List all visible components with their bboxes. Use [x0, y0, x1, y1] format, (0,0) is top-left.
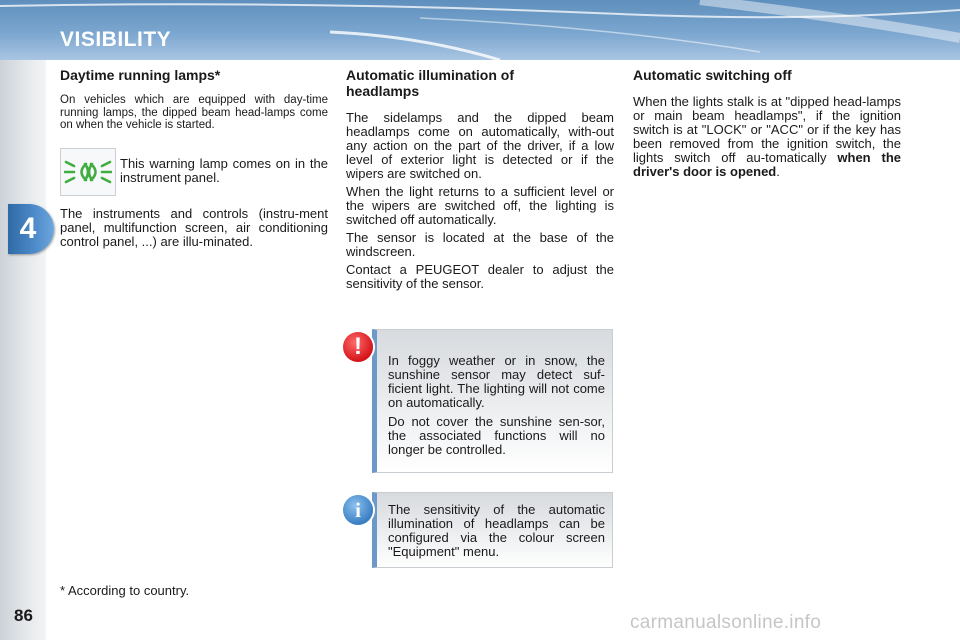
- page-number: 86: [14, 606, 33, 625]
- page-header: [0, 0, 960, 60]
- daytime-lamps-section: [60, 67, 328, 132]
- auto-illum-paragraph: When the light returns to a sufficient level or the wipers are switched off, the lighting is switched off automatically.: [346, 184, 614, 227]
- info-paragraph: The sensitivity of the automatic illumination of headlamps can be configured via the colour screen "Equipment" menu.: [388, 502, 605, 559]
- switching-off-end: .: [776, 164, 780, 179]
- switching-off-bold-text: when the driver's door is opened: [633, 150, 901, 179]
- automatic-illumination-section: [346, 67, 614, 291]
- warning-lamp-box: [60, 148, 116, 196]
- switching-off-text: When the lights stalk is at "dipped head-lamps or main beam headlamps", if the ignition switch is at "LOCK" or "ACC" or if the key has been removed from the ignition switch, the lights switch off au-tomatically: [633, 94, 901, 165]
- automatic-switching-off-heading: Automatic switching off: [633, 67, 792, 83]
- warning-paragraph: Do not cover the sunshine sen-sor, the associated functions will no longer be controlled.: [388, 414, 605, 457]
- automatic-illumination-heading: Automatic illumination of headlamps: [346, 67, 514, 99]
- page-title: VISIBILITY: [60, 28, 172, 51]
- left-margin-bar: [0, 60, 46, 640]
- auto-illum-paragraph: Contact a PEUGEOT dealer to adjust the sensitivity of the sensor.: [346, 262, 614, 291]
- info-icon: [343, 495, 373, 525]
- daytime-lamps-heading: Daytime running lamps*: [60, 67, 221, 83]
- warning-paragraph: In foggy weather or in snow, the sunshine sensor may detect suf-ficient light. The lighting will not come on automatically.: [388, 353, 605, 410]
- info-symbol: i: [355, 497, 361, 522]
- switching-off-paragraph: [633, 95, 901, 179]
- watermark-text: carmanualsonline.info: [630, 612, 822, 633]
- footnote: * According to country.: [60, 583, 190, 598]
- chapter-number: 4: [19, 212, 37, 245]
- auto-illum-paragraph: The sidelamps and the dipped beam headlamps come on automatically, with-out any action on the part of the driver, if a low level of exterior light is detected or if the wipers are switched on.: [346, 110, 614, 181]
- warning-lamp-description: This warning lamp comes on in the instrument panel.: [120, 156, 328, 185]
- instruments-illumination: [60, 207, 328, 249]
- info-note-box: [372, 492, 613, 568]
- warning-symbol: !: [354, 333, 362, 360]
- warning-note-box: [372, 329, 613, 473]
- instruments-paragraph: The instruments and controls (instru-ment panel, multifunction screen, air conditioning control panel, ...) are illu-minated.: [60, 206, 328, 249]
- daytime-running-lamp-icon: [64, 157, 112, 187]
- chapter-tab: [8, 204, 54, 254]
- automatic-switching-off-section: [633, 67, 901, 179]
- auto-illum-paragraph: The sensor is located at the base of the windscreen.: [346, 230, 614, 259]
- warning-exclamation-icon: [343, 332, 373, 362]
- daytime-lamps-intro: On vehicles which are equipped with day-time running lamps, the dipped beam head-lamps come on when the vehicle is started.: [60, 94, 328, 131]
